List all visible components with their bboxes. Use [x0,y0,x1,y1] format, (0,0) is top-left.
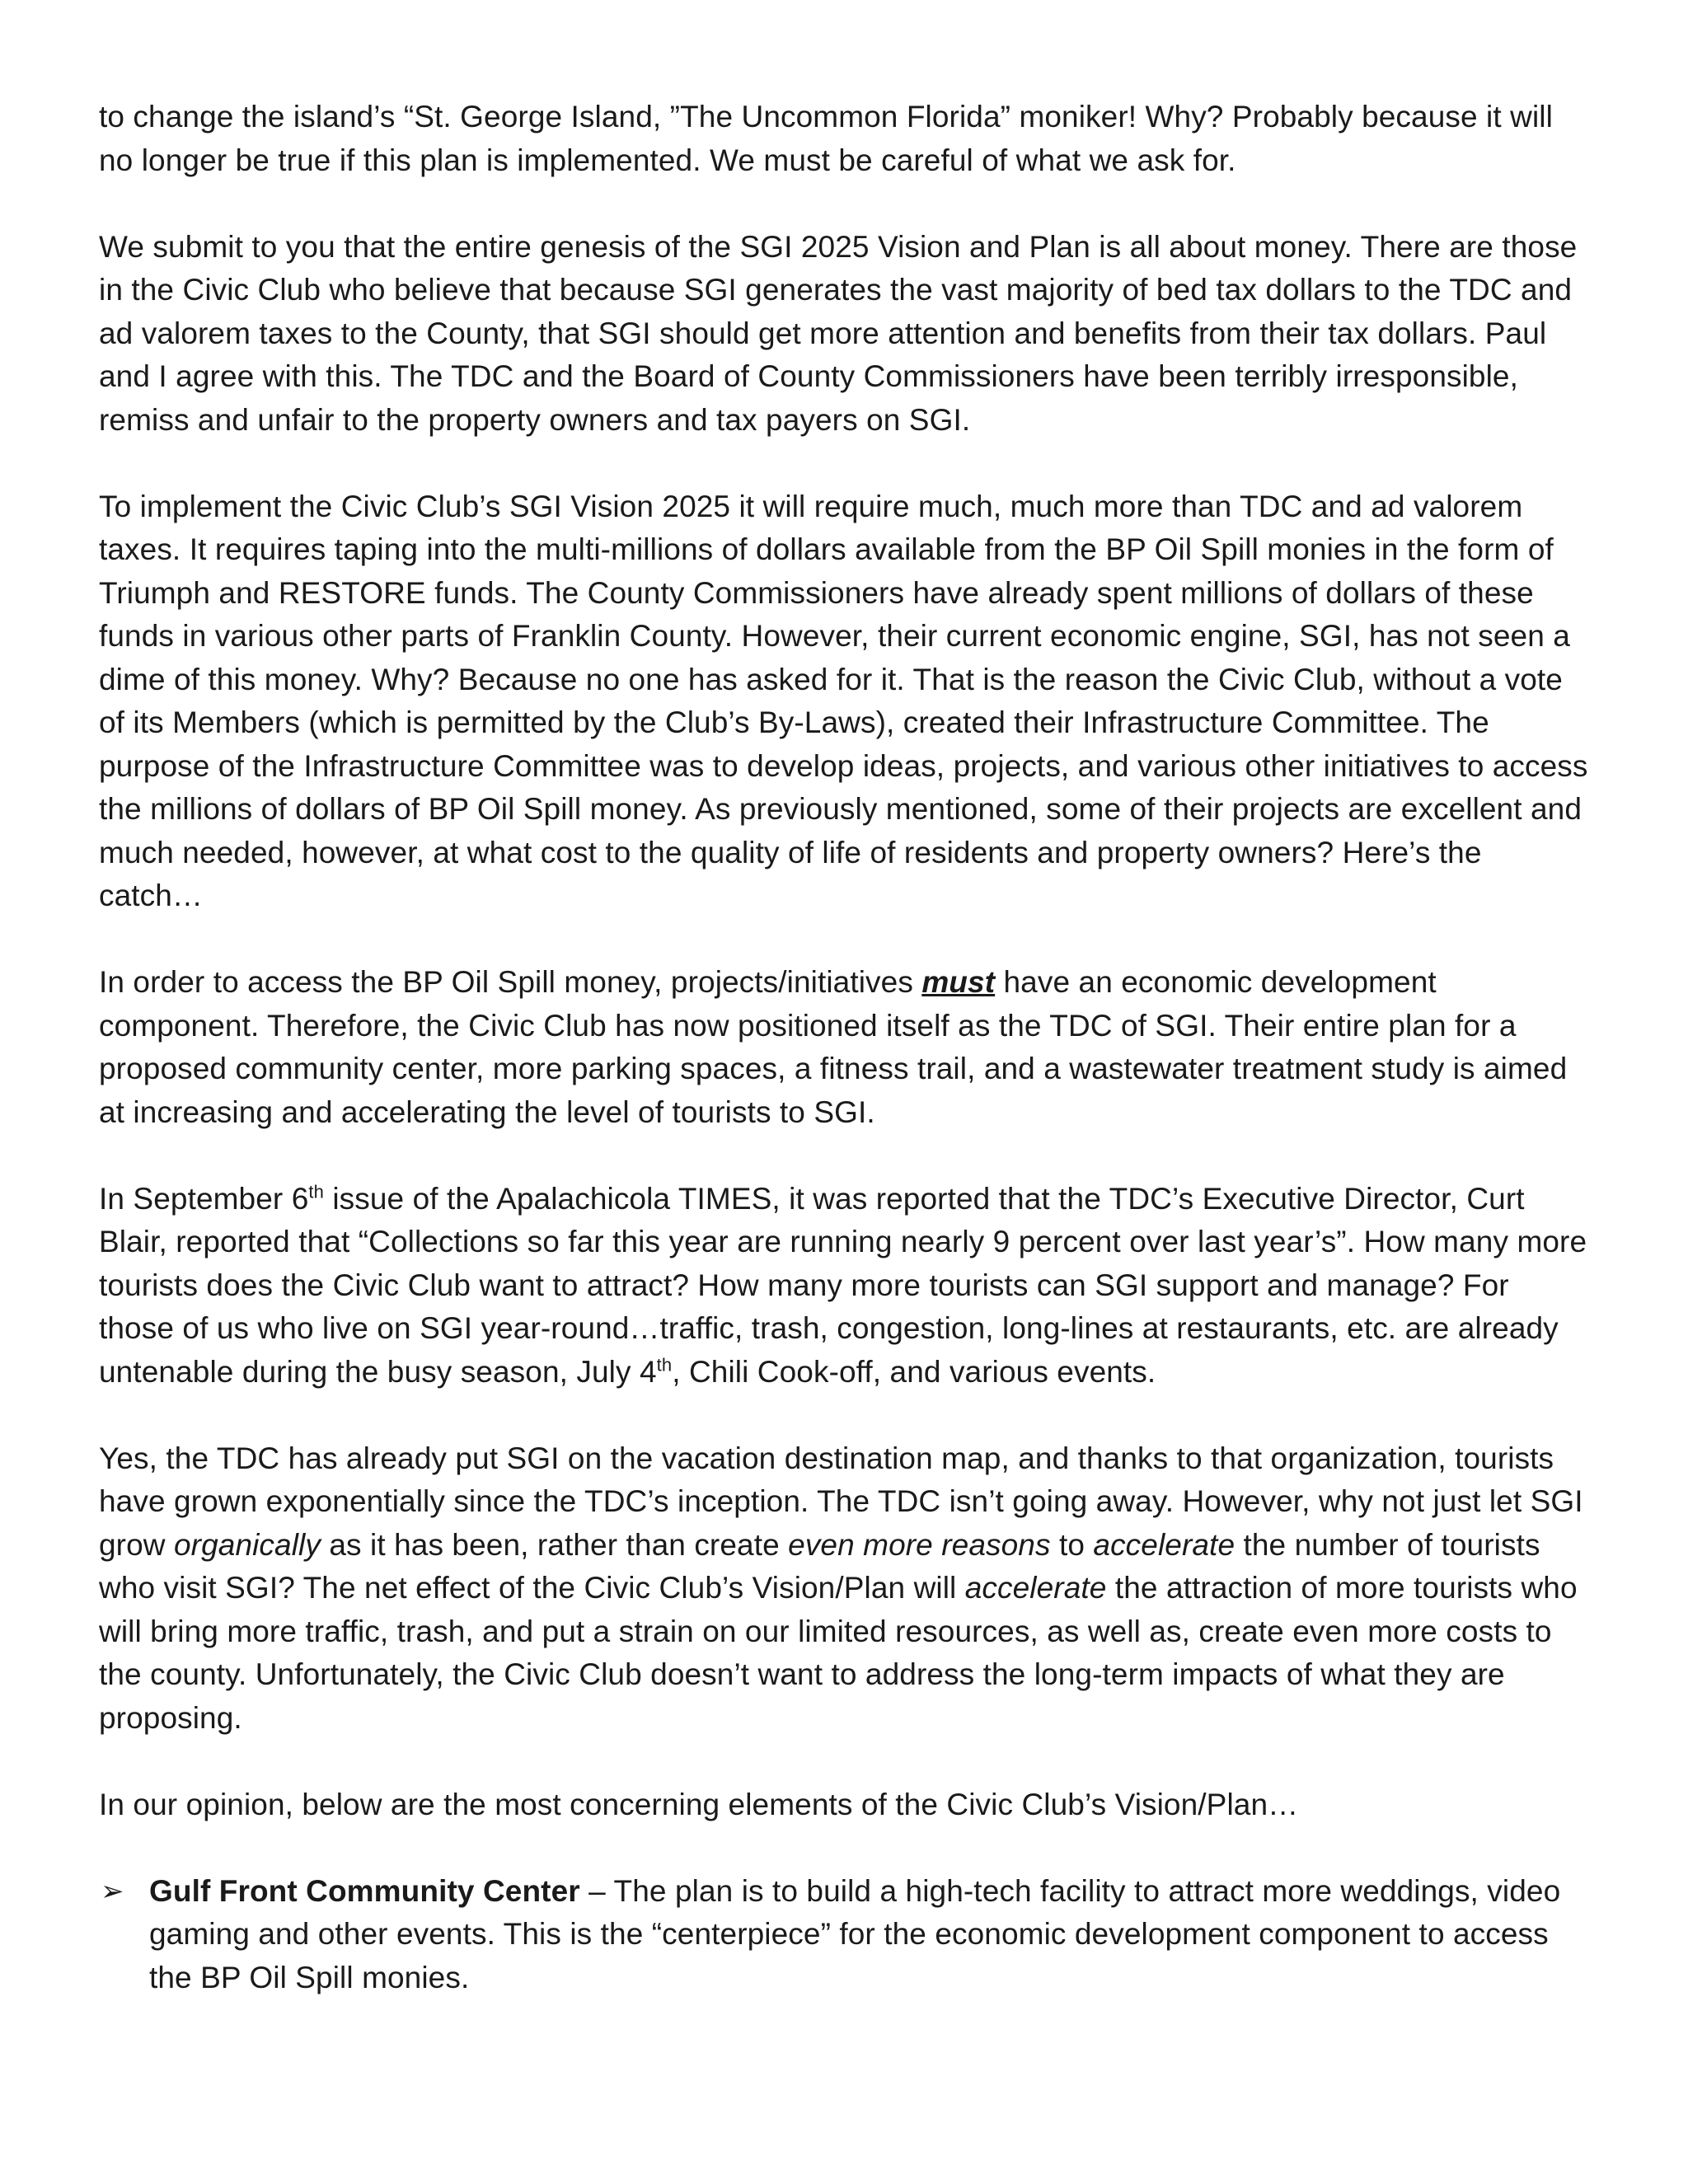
bullet-title: Gulf Front Community Center [149,1873,580,1908]
text-segment: , Chili Cook-off, and various events. [672,1354,1156,1389]
text-segment: to [1050,1527,1094,1562]
text-segment: issue of the Apalachicola TIMES, it was reported that the TDC’s Executive Director, Curt Blair, reported that “Collections so far this year are running nearly 9 percent over last year’s”. How many more tourists does the Civic Club want to attract? How many more tourists can SGI support and manage? For those of us who live on SGI year-round…traffic, trash, congestion, long-lines at restaurants, etc. are already untenable during the busy season, July 4 [99,1181,1587,1389]
text-segment: Yes, the TDC has already put SGI on the vacation destination map, and thanks to that organization, tourists have grown exponentially since the TDC’s inception. The TDC isn’t going away. However, why not just let SGI grow [99,1441,1583,1562]
paragraph-implementation: To implement the Civic Club’s SGI Vision 2025 it will require much, much more than TDC and ad valorem taxes. It requires taping into the multi-millions of dollars available from the BP Oil Spill monies in the form of Triumph and RESTORE funds. The County Commissioners have already spent millions of dollars of these funds in various other parts of Franklin County. However, their current economic engine, SGI, has not seen a dime of this money. Why? Because no one has asked for it. That is the reason the Civic Club, without a vote of its Members (which is permitted by the Club’s By-Laws), created their Infrastructure Committee. The purpose of the Infrastructure Committee was to develop ideas, projects, and various other initiatives to access the millions of dollars of BP Oil Spill money. As previously mentioned, some of their projects are excellent and much needed, however, at what cost to the quality of life of residents and property owners? Here’s the catch… [99,489,1588,912]
paragraph-times-report [99,1178,1592,1394]
italic-text: even more reasons [788,1527,1051,1562]
document-page [99,96,1592,1999]
italic-text: accelerate [964,1571,1107,1605]
bullet-text: – The plan is to build a high-tech facility to attract more weddings, video gaming and other events. This is the “centerpiece” for the economic development component to access the BP Oil Spill monies. [149,1873,1561,1994]
paragraph-moniker: to change the island’s “St. George Island, ”The Uncommon Florida” moniker! Why? Probably because it will no longer be true if this plan is implemented. We must be careful of what we ask for. [99,100,1553,177]
text-segment: In September 6 [99,1181,309,1216]
italic-text: accelerate [1093,1527,1236,1562]
emphasis-must: must [921,965,996,999]
paragraph-concerns-intro: In our opinion, below are the most concerning elements of the Civic Club’s Vision/Plan… [99,1787,1299,1821]
text-segment: the attraction of more tourists who will bring more traffic, trash, and put a strain on our limited resources, as well as, create even more costs to the county. Unfortunately, the Civic Club doesn’t want to address the long-term impacts of what they are proposing. [99,1571,1578,1735]
text-segment: as it has been, rather than create [320,1527,789,1562]
superscript: th [308,1181,324,1202]
text-segment: have an economic development component. Therefore, the Civic Club has now positioned itself as the TDC of SGI. Their entire plan for a proposed community center, more parking spaces, a fitness trail, and a wastewater treatment study is aimed at increasing and accelerating the level of tourists to SGI. [99,965,1568,1129]
text-segment: In order to access the BP Oil Spill money, projects/initiatives [99,965,922,999]
paragraph-organic-growth [99,1437,1592,1741]
paragraph-economic-component [99,961,1592,1134]
text-segment: the number of tourists who visit SGI? The net effect of the Civic Club’s Vision/Plan will [99,1527,1540,1605]
bullet-item [99,1870,1592,2000]
superscript: th [656,1354,673,1376]
paragraph-genesis: We submit to you that the entire genesis of the SGI 2025 Vision and Plan is all about money. There are those in the Civic Club who believe that because SGI generates the vast majority of bed tax dollars to the TDC and ad valorem taxes to the County, that SGI should get more attention and benefits from their tax dollars. Paul and I agree with this. The TDC and the Board of County Commissioners have been terribly irresponsible, remiss and unfair to the property owners and tax payers on SGI. [99,229,1578,437]
arrow-bullet-icon: ➢ [101,1875,124,1907]
italic-text: organically [173,1527,321,1562]
